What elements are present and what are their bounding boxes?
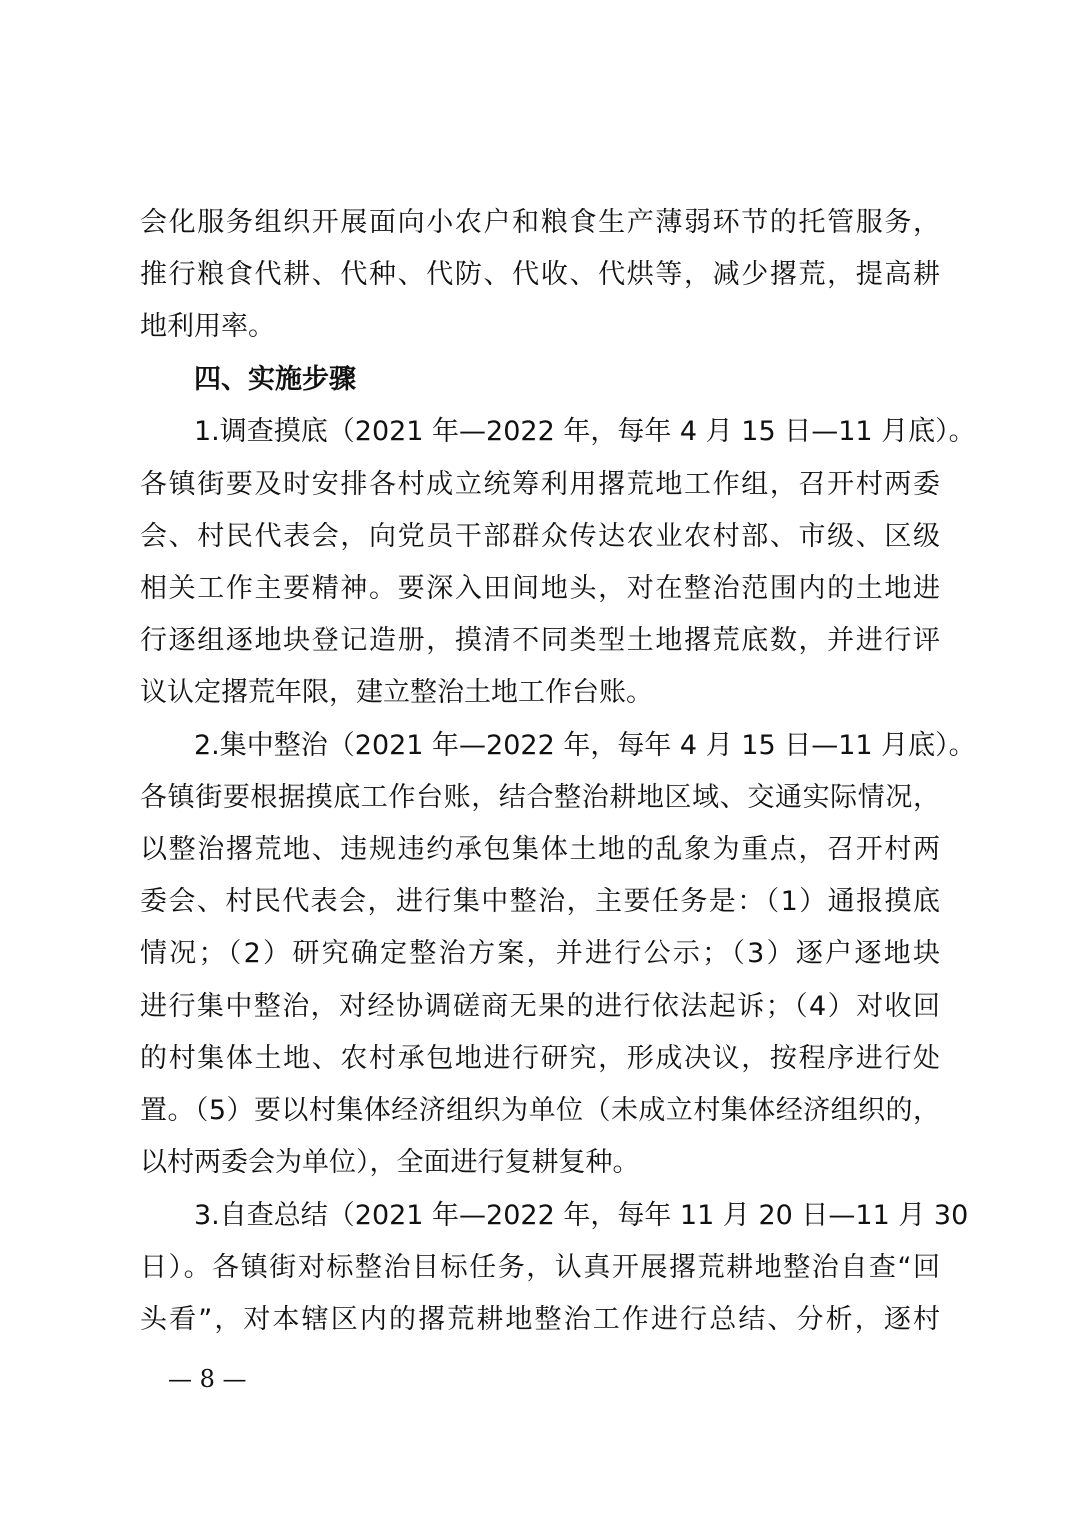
text-line: 各镇街要及时安排各村成立统筹利用撂荒地工作组，召开村两委 bbox=[140, 469, 940, 500]
text-line: 2.集中整治（2021 年—2022 年，每年 4 月 15 日—11 月底）。 bbox=[194, 730, 976, 761]
text-line: 情况；（2）研究确定整治方案，并进行公示；（3）逐户逐地块 bbox=[140, 938, 940, 969]
page-number: — 8 — bbox=[168, 1365, 247, 1393]
text-line: 1.调查摸底（2021 年—2022 年，每年 4 月 15 日—11 月底）。 bbox=[194, 416, 976, 447]
text-line: 推行粮食代耕、代种、代防、代收、代烘等，减少撂荒，提高耕 bbox=[140, 259, 940, 290]
text-line: 进行集中整治，对经协调磋商无果的进行依法起诉；（4）对收回 bbox=[140, 991, 940, 1022]
text-line: 会化服务组织开展面向小农户和粮食生产薄弱环节的托管服务， bbox=[140, 207, 940, 238]
text-line: 置。（5）要以村集体经济组织为单位（未成立村集体经济组织的， bbox=[140, 1095, 940, 1126]
text-line: 相关工作主要精神。要深入田间地头，对在整治范围内的土地进 bbox=[140, 573, 940, 604]
text-line: 的村集体土地、农村承包地进行研究，形成决议，按程序进行处 bbox=[140, 1043, 940, 1074]
text-line: 各镇街要根据摸底工作台账，结合整治耕地区域、交通实际情况， bbox=[140, 782, 940, 813]
section-heading: 四、实施步骤 bbox=[194, 364, 356, 395]
text-line: 3.自查总结（2021 年—2022 年，每年 11 月 20 日—11 月 30 bbox=[194, 1200, 969, 1231]
text-line: 以村两委会为单位），全面进行复耕复种。 bbox=[140, 1147, 640, 1178]
text-line: 行逐组逐地块登记造册，摸清不同类型土地撂荒底数，并进行评 bbox=[140, 625, 940, 656]
text-line: 以整治撂荒地、违规违约承包集体土地的乱象为重点，召开村两 bbox=[140, 834, 940, 865]
text-line: 头看”，对本辖区内的撂荒耕地整治工作进行总结、分析，逐村 bbox=[140, 1304, 940, 1335]
text-line: 地利用率。 bbox=[140, 311, 275, 342]
text-line: 会、村民代表会，向党员干部群众传达农业农村部、市级、区级 bbox=[140, 521, 940, 552]
text-line: 议认定撂荒年限，建立整治土地工作台账。 bbox=[140, 677, 653, 708]
text-line: 日）。各镇街对标整治目标任务，认真开展撂荒耕地整治自查“回 bbox=[140, 1252, 940, 1283]
text-line: 委会、村民代表会，进行集中整治，主要任务是：（1）通报摸底 bbox=[140, 886, 940, 917]
